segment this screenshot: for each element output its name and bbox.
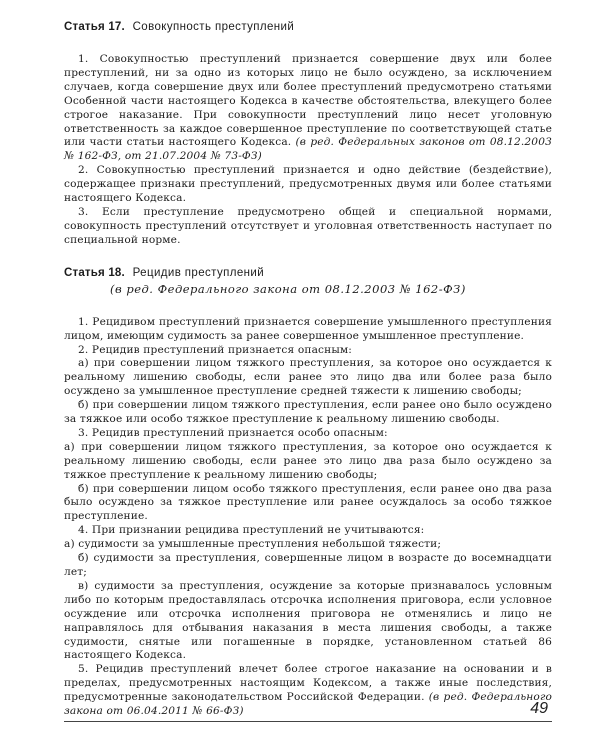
article-17-heading bbox=[64, 18, 552, 35]
article-17-paragraph-1-text: 1. Совокупностью преступлений признается совершение двух или более преступлений, ни за одно из которых лицо не было осуждено, за исключением случаев, когда совершение двух или более преступлений предусмотрено статьями Особенной части настоящего Кодекса в качестве обстоятельства, влекущего более строгое наказание. При совокупности преступлений лицо несет уголовную ответственность за каждое совершенное преступление по соответствующей статье или части статьи настоящего Кодекса. bbox=[64, 53, 552, 149]
article-18-paragraph-4a: а) судимости за умышленные преступления небольшой тяжести; bbox=[64, 538, 442, 551]
article-18-paragraph-1: 1. Рецидивом преступлений признается совершение умышленного преступления лицом, имеющим судимость за ранее совершенное умышленное преступление. bbox=[64, 315, 552, 342]
article-18-paragraph-4c: в) судимости за преступления, осуждение за которые признавалось условным либо по которым предоставлялась отсрочка исполнения приговора, если условное осуждение или отсрочка исполнения приговора не отменялись и лицо не направлялось для отбывания наказания в места лишения свободы, а также судимости, снятые или погашенные в порядке, установленном статьей 86 настоящего Кодекса. bbox=[64, 579, 552, 662]
article-18-title: Рецидив преступлений bbox=[132, 266, 265, 279]
article-17-title: Совокупность преступлений bbox=[132, 21, 295, 33]
article-18-paragraph-5 bbox=[64, 663, 552, 719]
article-18-paragraph-2: 2. Рецидив преступлений признается опасным: bbox=[78, 343, 353, 356]
article-18-paragraph-5-amendment: (в ред. Федерального закона от 06.04.2011 № 66-ФЗ) bbox=[64, 691, 552, 718]
article-17-paragraph-1 bbox=[64, 53, 552, 164]
article-18-number: Статья 18. bbox=[64, 266, 125, 279]
article-18-paragraph-4: 4. При признании рецидива преступлений не учитываются: bbox=[78, 524, 425, 537]
article-18-paragraph-2b: б) при совершении лицом тяжкого преступления, если ранее оно было осуждено за тяжкое или особо тяжкое преступление к реальному лишению свободы. bbox=[64, 399, 552, 426]
article-18-paragraph-3: 3. Рецидив преступлений признается особо опасным: bbox=[78, 426, 388, 439]
article-18-heading bbox=[64, 264, 552, 297]
article-17-paragraph-3: 3. Если преступление предусмотрено общей и специальной нормами, совокупность преступлений отсутствует и уголовная ответственность наступает по специальной норме. bbox=[64, 205, 552, 246]
article-18-paragraph-4b: б) судимости за преступления, совершенные лицом в возрасте до восемнадцати лет; bbox=[64, 552, 552, 578]
article-17-paragraph-2: 2. Совокупностью преступлений признается и одно действие (бездействие), содержащее признаки преступлений, предусмотренных двумя или более статьями настоящего Кодекса. bbox=[64, 164, 552, 205]
article-18-paragraph-2a: а) при совершении лицом тяжкого преступления, за которое оно осуждается к реальному лишению свободы, если ранее это лицо два или более раза было осуждено за умышленное преступление средней тяжести к лишению свободы; bbox=[64, 357, 552, 398]
article-18-paragraph-3b: б) при совершении лицом особо тяжкого преступления, если ранее оно два раза было осуждено за тяжкое преступление или ранее осуждалось за особо тяжкое преступление. bbox=[64, 482, 552, 523]
article-17-number: Статья 17. bbox=[64, 21, 125, 33]
footer-divider bbox=[64, 721, 552, 722]
page-content bbox=[64, 18, 552, 719]
article-18-paragraph-5-text: 5. Рецидив преступлений влечет более строгое наказание на основании и в пределах, предусмотренных настоящим Кодексом, а также иные последствия, предусмотренные законодательством Российской Федерации. bbox=[64, 663, 552, 704]
article-18-paragraph-3a: а) при совершении лицом тяжкого преступления, за которое оно осуждается к реальному лишению свободы, если ранее это лицо два раза было осуждено за тяжкое преступление к реальному лишению свободы; bbox=[64, 440, 552, 481]
page-number: 49 bbox=[530, 700, 548, 717]
article-18-amendment: (в ред. Федерального закона от 08.12.2003 № 162-ФЗ) bbox=[110, 281, 466, 296]
article-17-paragraph-1-amendment: (в ред. Федеральных законов от 08.12.2003 № 162-ФЗ, от 21.07.2004 № 73-ФЗ) bbox=[64, 136, 552, 163]
